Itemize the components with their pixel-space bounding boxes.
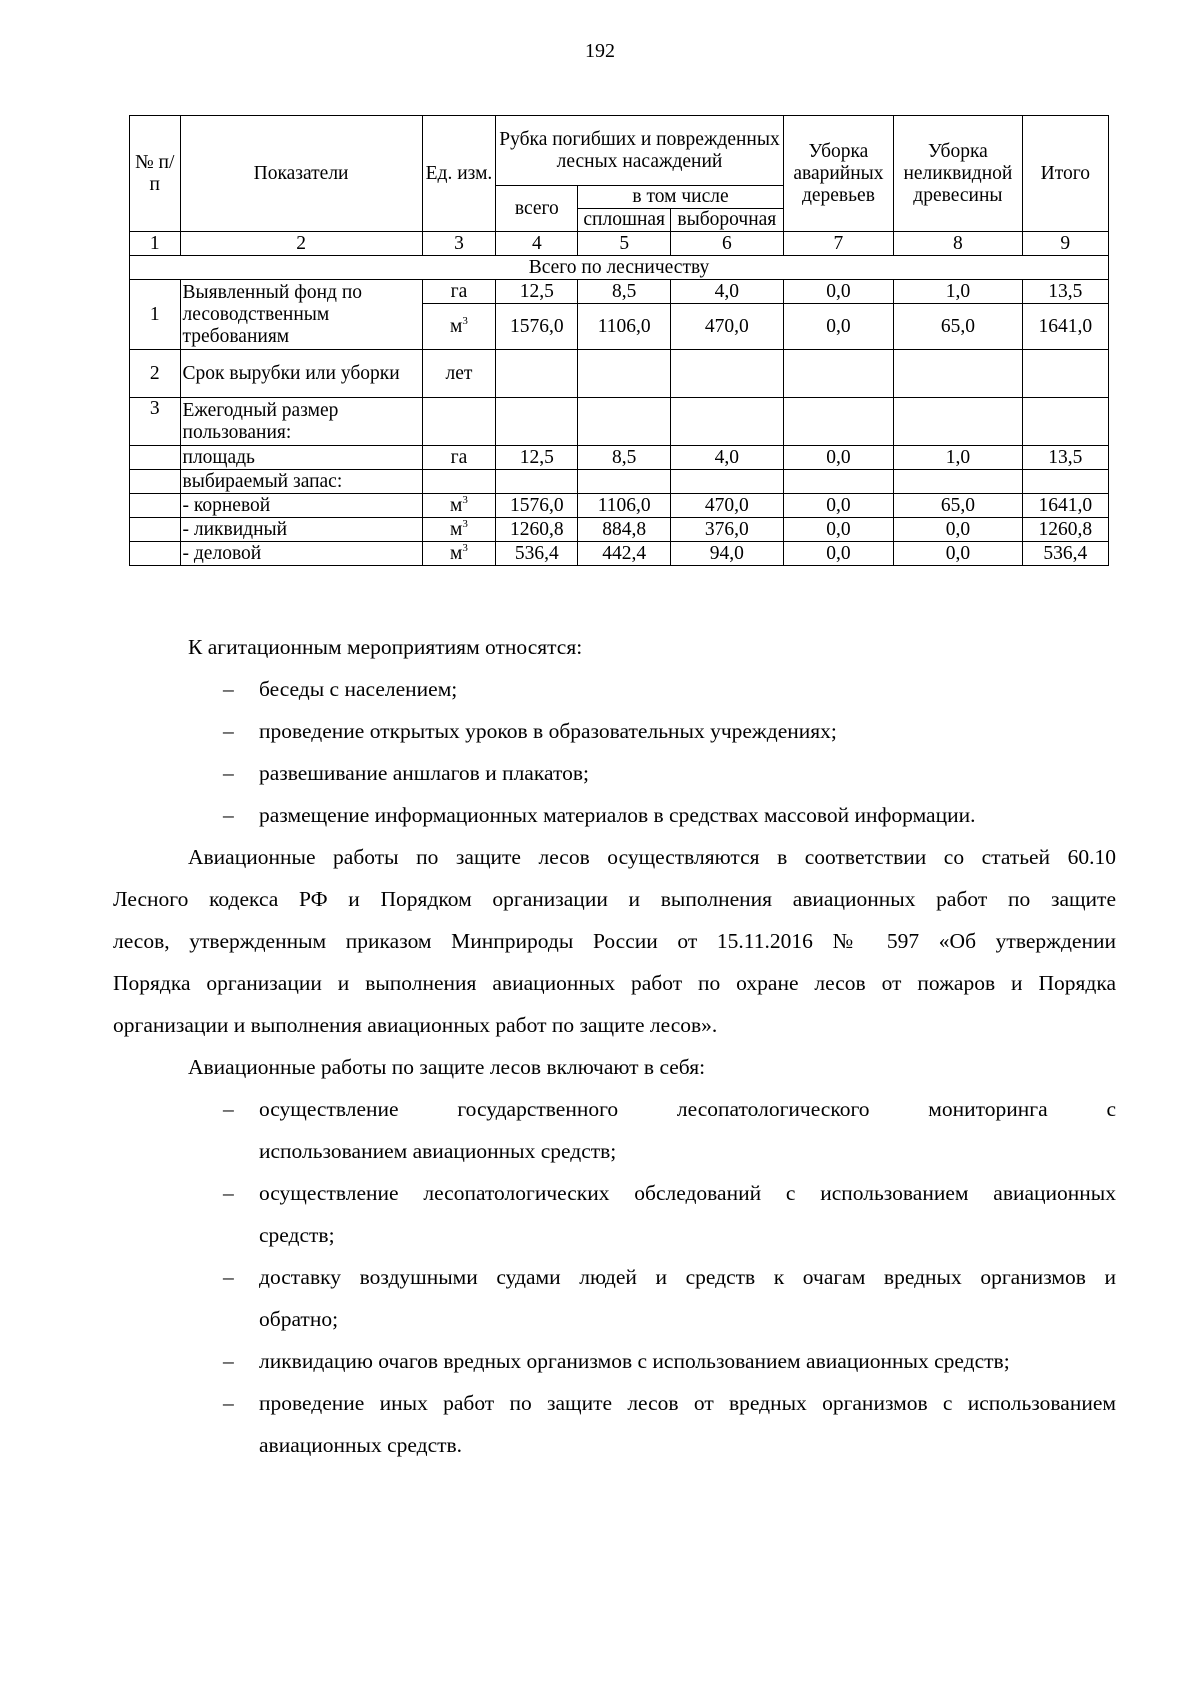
- cell-selective: 94,0: [671, 542, 784, 566]
- cell-selective: 4,0: [671, 446, 784, 470]
- row-name: площадь: [180, 446, 422, 470]
- table-row: [130, 494, 1109, 518]
- aviation-includes-intro: Авиационные работы по защите лесов включают в себя:: [188, 1055, 706, 1079]
- header-unit: Ед. изм.: [422, 116, 496, 232]
- forest-use-table: [129, 115, 1109, 566]
- header-itogo: Итого: [1022, 116, 1108, 232]
- list-item: – проведение иных работ по защите лесов от вредных организмов с использованием авиационных средств.: [113, 1382, 1116, 1466]
- row-name: - деловой: [180, 542, 422, 566]
- cell-solid: 884,8: [578, 518, 671, 542]
- cell-emergency: 0,0: [783, 280, 894, 304]
- list-item: – осуществление лесопатологических обследований с использованием авиационных средств;: [113, 1172, 1116, 1256]
- col-number: 6: [671, 232, 784, 256]
- list-item: – доставку воздушными судами людей и средств к очагам вредных организмов и обратно;: [113, 1256, 1116, 1340]
- cell-illiquid: 65,0: [894, 304, 1022, 350]
- header-total-sub: всего: [496, 186, 578, 232]
- cell-emergency: 0,0: [783, 494, 894, 518]
- cell-solid: 1106,0: [578, 494, 671, 518]
- list-item: – беседы с населением;: [113, 668, 1116, 710]
- column-number-row: [130, 232, 1109, 256]
- col-number: 8: [894, 232, 1022, 256]
- cell-selective: 376,0: [671, 518, 784, 542]
- cell-selective: 470,0: [671, 494, 784, 518]
- col-number: 5: [578, 232, 671, 256]
- row-unit: га: [422, 280, 496, 304]
- col-number: 3: [422, 232, 496, 256]
- cell-illiquid: 1,0: [894, 446, 1022, 470]
- paragraph-line: лесов, утвержденным приказом Минприроды России от 15.11.2016 № 597 «Об утверждении: [113, 929, 1116, 953]
- col-number: 9: [1022, 232, 1108, 256]
- list-item: – проведение открытых уроков в образовательных учреждениях;: [113, 710, 1116, 752]
- cell-total: 1260,8: [496, 518, 578, 542]
- row-name: Выявленный фонд по лесоводственным требованиям: [180, 280, 422, 350]
- cell-total: 12,5: [496, 280, 578, 304]
- row-name: выбираемый запас:: [180, 470, 422, 494]
- col-number: 4: [496, 232, 578, 256]
- paragraph-line: Лесного кодекса РФ и Порядком организации и выполнения авиационных работ по защите: [113, 887, 1116, 911]
- cell-illiquid: 0,0: [894, 518, 1022, 542]
- cell-total: 1576,0: [496, 494, 578, 518]
- cell-itogo: 536,4: [1022, 542, 1108, 566]
- cell-itogo: 1260,8: [1022, 518, 1108, 542]
- col-number: 7: [783, 232, 894, 256]
- table-row: [130, 446, 1109, 470]
- list-item: – развешивание аншлагов и плакатов;: [113, 752, 1116, 794]
- header-felling-group: Рубка погибших и поврежденных лесных насаждений: [496, 116, 783, 186]
- list-item: – размещение информационных материалов в средствах массовой информации.: [113, 794, 1116, 836]
- cell-itogo: 1641,0: [1022, 304, 1108, 350]
- table-row: [130, 470, 1109, 494]
- cell-emergency: 0,0: [783, 304, 894, 350]
- cell-emergency: 0,0: [783, 446, 894, 470]
- agitation-list: [113, 668, 1116, 836]
- cell-emergency: 0,0: [783, 518, 894, 542]
- cell-total: 12,5: [496, 446, 578, 470]
- row-name: Срок вырубки или уборки: [180, 350, 422, 398]
- row-unit: $м^3$: [422, 494, 496, 518]
- row-unit: га: [422, 446, 496, 470]
- header-num: № п/п: [130, 116, 181, 232]
- col-number: 2: [180, 232, 422, 256]
- row-unit: $м^3$: [422, 542, 496, 566]
- row-name: - ликвидный: [180, 518, 422, 542]
- row-name: - корневой: [180, 494, 422, 518]
- row-num: 3: [130, 398, 181, 446]
- header-indicators: Показатели: [180, 116, 422, 232]
- paragraph-line: Порядка организации и выполнения авиационных работ по охране лесов от пожаров и Порядка: [113, 971, 1116, 995]
- paragraph-line: организации и выполнения авиационных работ по защите лесов».: [113, 1013, 718, 1037]
- header-illiquid: Уборка неликвидной древесины: [894, 116, 1022, 232]
- header-selective: выборочная: [671, 209, 784, 232]
- list-item: – ликвидацию очагов вредных организмов с использованием авиационных средств;: [113, 1340, 1116, 1382]
- row-unit: $м^3$: [422, 304, 496, 350]
- cell-itogo: 13,5: [1022, 280, 1108, 304]
- aviation-list: [113, 1088, 1116, 1466]
- cell-total: 536,4: [496, 542, 578, 566]
- header-including: в том числе: [578, 186, 783, 209]
- row-num: 2: [130, 350, 181, 398]
- cell-solid: 442,4: [578, 542, 671, 566]
- agitation-intro: К агитационным мероприятиям относятся:: [188, 635, 583, 659]
- cell-emergency: 0,0: [783, 542, 894, 566]
- cell-illiquid: 0,0: [894, 542, 1022, 566]
- table-row: [130, 518, 1109, 542]
- list-item: – осуществление государственного лесопатологического мониторинга с использованием авиационных средств;: [113, 1088, 1116, 1172]
- header-emergency: Уборка аварийных деревьев: [783, 116, 894, 232]
- row-unit: лет: [422, 350, 496, 398]
- paragraph-line: Авиационные работы по защите лесов осуществляются в соответствии со статьей 60.10: [188, 845, 1116, 869]
- table-row: [130, 398, 1109, 446]
- row-num: 1: [130, 280, 181, 350]
- row-name: Ежегодный размер пользования:: [180, 398, 422, 446]
- cell-selective: 470,0: [671, 304, 784, 350]
- cell-solid: 1106,0: [578, 304, 671, 350]
- cell-selective: 4,0: [671, 280, 784, 304]
- page-number: 192: [585, 40, 615, 62]
- cell-solid: 8,5: [578, 446, 671, 470]
- cell-total: 1576,0: [496, 304, 578, 350]
- section-title: Всего по лесничеству: [130, 256, 1109, 280]
- table-row: [130, 542, 1109, 566]
- cell-itogo: 13,5: [1022, 446, 1108, 470]
- aviation-paragraph: [113, 836, 1116, 1046]
- body-text: [113, 626, 1116, 1466]
- cell-illiquid: 1,0: [894, 280, 1022, 304]
- cell-itogo: 1641,0: [1022, 494, 1108, 518]
- cell-illiquid: 65,0: [894, 494, 1022, 518]
- table-row: [130, 280, 1109, 304]
- row-unit: $м^3$: [422, 518, 496, 542]
- table-row: [130, 350, 1109, 398]
- cell-solid: 8,5: [578, 280, 671, 304]
- header-solid: сплошная: [578, 209, 671, 232]
- col-number: 1: [130, 232, 181, 256]
